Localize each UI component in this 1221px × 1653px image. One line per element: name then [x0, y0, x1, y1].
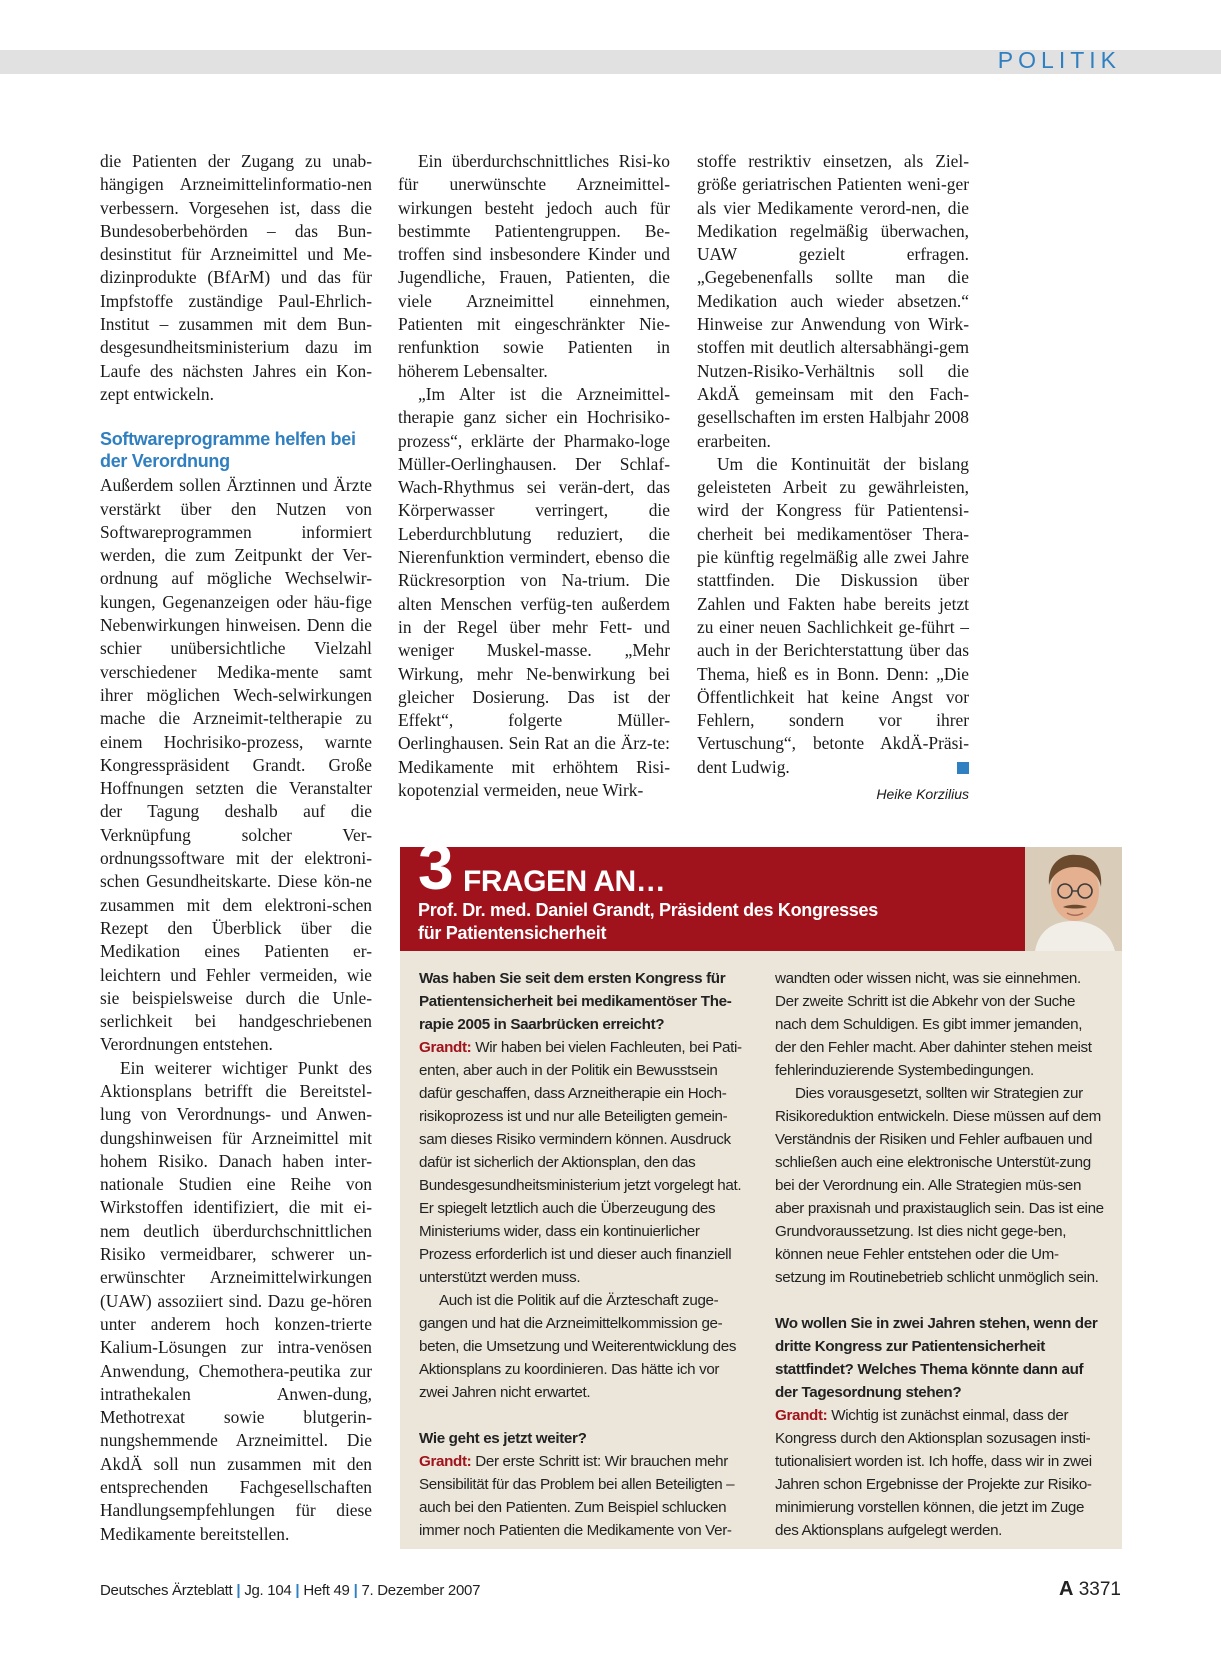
speaker-label: Grandt:	[775, 1407, 828, 1424]
answer-text: Der erste Schritt ist: Wir brauchen mehr Sensibilität für das Problem bei allen Beteiligten – auch bei den Patienten. Zum Beispiel schlucken immer noch Patienten die Medikamente von Ver-	[419, 1453, 735, 1539]
paragraph: Ein weiterer wichtiger Punkt des Aktionsplans betrifft die Bereitstel-lung von Verordnungs- und Anwen-dungshinweisen für Arzneimittel mit hohem Risiko. Danach haben inter-nationale Studien eine Reihe von Wirkstoffen identifiziert, die mit ei-nem deutlich überdurchschnittlichen Risiko vermeidbarer, schwerer un-erwünschter Arzneimittelwirkungen (UAW) assoziiert sind. Dazu ge-hören unter anderem hoch konzen-trierte Kalium-Lösungen zur intra-venösen Anwendung, Chemothera-peutika zur intrathekalen Anwen-dung, Methotrexat sowie blutgerin-nungshemmende Arzneimittel. Die AkdÄ soll nun zusammen mit den entsprechenden Fachgesellschaften Handlungsempfehlungen für diese Medikamente bereitstellen.	[100, 1057, 372, 1544]
separator: |	[353, 1582, 358, 1599]
separator: |	[295, 1582, 300, 1599]
answer-text: Wichtig ist zunächst einmal, dass der Kongress durch den Aktionsplan sozusagen insti-tutionalisiert worden ist. Ich hoffe, dass wir in zwei Jahren schon Ergebnisse der Projekte zur Risiko-minimierung vorstellen können, die jetzt im Zuge des Aktionsplans aufgelegt werden.	[775, 1407, 1092, 1539]
article-column-2	[398, 150, 670, 802]
speaker-label: Grandt:	[419, 1039, 472, 1056]
author: Heike Korzilius	[876, 786, 969, 803]
interview-number: 3	[418, 831, 452, 903]
interview-question: Wo wollen Sie in zwei Jahren stehen, wenn der dritte Kongress zur Patientensicherheit stattfindet? Welches Thema könnte dann auf der Tagesordnung stehen?	[775, 1315, 1098, 1401]
paragraph: Ein überdurchschnittliches Risi-ko für unerwünschte Arzneimittel-wirkungen besteht jedoch auch für bestimmte Patientengruppen. Be-troffen sind insbesondere Kinder und Jugendliche, Frauen, Patienten, die viele Arzneimittel einnehmen, Patienten mit eingeschränkter Nie-renfunktion sowie Patienten in höherem Lebensalter.	[398, 151, 670, 381]
paragraph: Außerdem sollen Ärztinnen und Ärzte verstärkt über den Nutzen von Softwareprogrammen informiert werden, die zum Zeitpunkt der Ver-ordnung auf mögliche Wechselwir-kungen, Gegenanzeigen oder häu-fige Nebenwirkungen hinweisen. Denn die schier unübersichtliche Vielzahl verschiedener Medika-mente samt ihrer möglichen Wech-selwirkungen mache die Arzneimit-teltherapie zu einem Hochrisiko-prozess, warnte Kongresspräsident Grandt. Große Hoffnungen setzten die Veranstalter der Tagung deshalb auf die Verknüpfung solcher Ver-ordnungssoftware mit der elektroni-schen Gesundheitskarte. Diese kön-ne zusammen mit dem elektroni-schen Rezept den Überblick über die Medikation eines Patienten er-leichtern und Fehler vermeiden, wie sie beispielsweise durch die Unle-serlichkeit bei handgeschriebenen Verordnungen entstehen.	[100, 475, 372, 1055]
interview-subtitle-line: für Patientensicherheit	[418, 923, 607, 943]
interview-answer: Auch ist die Politik auf die Ärzteschaft zuge-gangen und hat die Arzneimittelkommission ge-beten, die Umsetzung und Weiterentwicklung des Aktionsplans zu koordinieren. Das hätte ich vor zwei Jahren nicht erwartet.	[419, 1292, 737, 1401]
page-prefix: A	[1058, 1578, 1074, 1600]
interview-answer: wandten oder wissen nicht, was sie einnehmen. Der zweite Schritt ist die Abkehr von der Suche nach dem Schuldigen. Es gibt immer jemanden, der den Fehler macht. Aber dahinter stehen meist fehlerinduzierende Systembedingungen.	[775, 970, 1092, 1079]
issue: Heft 49	[303, 1582, 350, 1599]
interview-column-2	[775, 967, 1105, 1542]
subheading: Softwareprogramme helfen bei der Verordnung	[100, 429, 356, 472]
interview-subtitle-line: Prof. Dr. med. Daniel Grandt, Präsident des Kongresses	[418, 900, 878, 920]
page-number-value: 3371	[1078, 1579, 1121, 1600]
spacer	[419, 1404, 749, 1427]
interview-question: Wie geht es jetzt weiter?	[419, 1430, 587, 1447]
portrait-image	[1025, 847, 1122, 951]
end-mark-icon	[957, 762, 969, 774]
interview-header	[400, 831, 1025, 951]
article-column-1	[100, 150, 372, 1546]
interview-box	[400, 831, 1122, 1549]
page-number	[1059, 1578, 1121, 1601]
interview-question: Was haben Sie seit dem ersten Kongress für Patientensicherheit bei medikamentöser The-rapie 2005 in Saarbrücken erreicht?	[419, 970, 732, 1033]
interview-answer	[419, 1036, 749, 1289]
journal-name: Deutsches Ärzteblatt	[100, 1582, 233, 1599]
paragraph: „Im Alter ist die Arzneimittel-therapie ganz sicher ein Hochrisiko-prozess“, erklärte der Pharmako-loge Müller-Oerlinghausen. Der Schlaf-Wach-Rhythmus sei verän-dert, das Körperwasser verringert, die Leberdurchblutung reduziert, die Nierenfunktion vermindert, ebenso die Rückresorption von Na-trium. Die alten Menschen verfüg-ten außerdem in der Regel über mehr Fett- und weniger Muskel-masse. „Mehr Wirkung, mehr Ne-benwirkung bei gleicher Dosierung. Das ist der Effekt“, folgerte Müller-Oerlinghausen. Sein Rat an die Ärz-te: Medikamente mit erhöhtem Risi-kopotenzial vermeiden, neue Wirk-	[398, 383, 670, 801]
interview-title: FRAGEN AN…	[463, 865, 666, 898]
interview-answer	[419, 1450, 749, 1542]
interview-answer: Dies vorausgesetzt, sollten wir Strategien zur Risikoreduktion entwickeln. Diese müssen auf dem Verständnis der Risiken und Fehler aufbauen und schließen auch eine elektronische Unterstüt-zung bei der Verordnung ein. Alle Strategien müs-sen aber praxisnah und praxistauglich sein. Das ist eine Grundvoraussetzung. Ist dies nicht gege-ben, können neue Fehler entstehen oder die Um-setzung im Routinebetrieb schlicht unmöglich sein.	[775, 1085, 1104, 1286]
paragraph	[697, 453, 969, 779]
section-label: POLITIK	[997, 47, 1121, 73]
speaker-label: Grandt:	[419, 1453, 472, 1470]
paragraph: die Patienten der Zugang zu unab-hängigen Arzneimittelinformatio-nen verbessern. Vorgesehen ist, dass die Bundesoberbehörden – das Bun-desinstitut für Arzneimittel und Me-dizinprodukte (BfArM) und das für Impfstoffe zuständige Paul-Ehrlich-Institut – zusammen mit dem Bun-desgesundheitsministerium dazu im Laufe des nächsten Jahres ein Kon-zept entwickeln.	[100, 151, 372, 404]
paragraph: stoffe restriktiv einsetzen, als Ziel-größe geriatrischen Patienten weni-ger als vier Medikamente verord-nen, die Medikation regelmäßig überwachen, UAW gezielt erfragen. „Gegebenenfalls sollte man die Medikation auch wieder absetzen.“ Hinweise zur Anwendung von Wirk-stoffen mit deutlich altersabhängi-gem Nutzen-Risiko-Verhältnis soll die AkdÄ gemeinsam mit den Fach-gesellschaften im ersten Halbjahr 2008 erarbeiten.	[697, 151, 969, 451]
volume: Jg. 104	[244, 1582, 292, 1599]
interview-column-1	[419, 967, 749, 1542]
date: 7. Dezember 2007	[361, 1582, 481, 1599]
interview-subtitle	[418, 899, 1018, 945]
portrait-photo	[1025, 847, 1122, 951]
footer	[100, 1582, 480, 1599]
answer-text: Wir haben bei vielen Fachleuten, bei Pati-enten, aber auch in der Politik ein Bewusstsein dafür geschaffen, dass Arzneitherapie ein Hoch-risikoprozess ist und nur alle Beteiligten gemein-sam dieses Risiko vermindern können. Ausdruck dafür ist sicherlich der Aktionsplan, den das Bundesgesundheitsministerium jetzt vorgelegt hat. Er spiegelt letztlich auch die Überzeugung des Ministeriums wider, dass ein kontinuierlicher Prozess erforderlich ist und dieser auch finanziell unterstützt werden muss.	[419, 1039, 742, 1286]
spacer	[775, 1289, 1105, 1312]
interview-answer	[775, 1404, 1105, 1542]
paragraph-text: Um die Kontinuität der bislang geleisteten Arbeit zu gewährleisten, wird der Kongress für Patientensi-cherheit bei medikamentöser Thera-pie künftig regelmäßig alle zwei Jahre stattfinden. Die Diskussion über Zahlen und Fakten habe bereits jetzt zu einer neuen Sachlichkeit ge-führt – auch in der Berichterstattung über das Thema, hieß es in Bonn. Denn: „Die Öffentlichkeit hat keine Angst vor Fehlern, sondern vor ihrer Vertuschung“, betonte AkdÄ-Präsi-dent Ludwig.	[697, 453, 969, 777]
separator: |	[236, 1582, 241, 1599]
article-column-3	[697, 150, 969, 806]
